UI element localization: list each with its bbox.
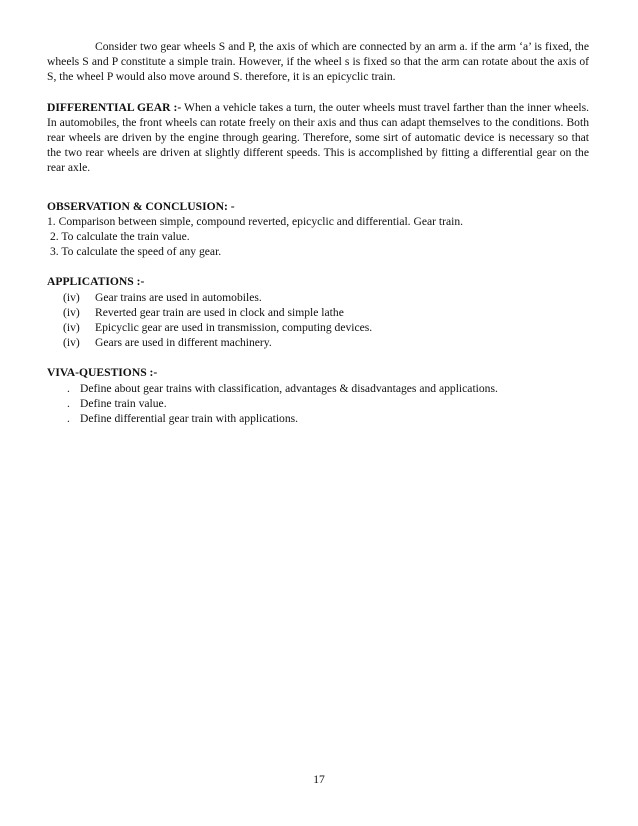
list-item-text: Define about gear trains with classification, advantages & disadvantages and applications. (80, 381, 498, 395)
list-item (47, 396, 589, 411)
list-item (47, 381, 589, 396)
list-item-number: (iv) (63, 290, 80, 304)
list-bullet: . (67, 381, 70, 395)
list-item-text: Define train value. (80, 396, 167, 410)
list-item-text: Define differential gear train with applications. (80, 412, 299, 426)
list-item (47, 320, 589, 335)
list-item (47, 335, 589, 350)
spacer (47, 259, 589, 274)
observation-heading: OBSERVATION & CONCLUSION: - (47, 199, 235, 213)
list-item-number: (iv) (63, 336, 80, 350)
list-item-number: (iv) (63, 305, 80, 319)
list-bullet: . (67, 412, 70, 426)
observation-item: 1. Comparison between simple, compound reverted, epicyclic and differential. Gear train. (47, 214, 464, 228)
viva-questions-heading: VIVA-QUESTIONS :- (47, 366, 158, 380)
differential-gear-paragraph (47, 100, 589, 176)
intro-paragraph: Consider two gear wheels S and P, the axis of which are connected by an arm a. if the arm ‘a’ is fixed, the wheels S and P constitute a simple train. However, if the wheel s is fixed so that the arm can rotate about the axis of S, the wheel P would also move around S. therefore, it is an epicyclic train. (47, 40, 589, 84)
list-bullet: . (67, 396, 70, 410)
differential-gear-heading: DIFFERENTIAL GEAR :- (47, 100, 182, 114)
document-page (47, 39, 589, 426)
spacer (47, 85, 589, 100)
spacer (47, 350, 589, 365)
list-item-text: Gear trains are used in automobiles. (95, 290, 262, 304)
list-item-text: Gears are used in different machinery. (95, 336, 272, 350)
differential-gear-text: When a vehicle takes a turn, the outer wheels must travel farther than the inner wheels. In automobiles, the front wheels can rotate freely on their axis and thus can adapt themselves to the conditions. Both rear wheels are driven by the engine through gearing. Therefore, some sirt of automatic device is necessary so that the two rear wheels are driven at slightly different speeds. This is accomplished by fitting a differential gear on the rear axle. (47, 100, 589, 175)
observation-item: 3. To calculate the speed of any gear. (50, 245, 222, 259)
spacer (47, 176, 589, 199)
list-item-number: (iv) (63, 321, 80, 335)
viva-questions-list (47, 381, 589, 427)
list-item-text: Epicyclic gear are used in transmission, computing devices. (95, 321, 373, 335)
page-number: 17 (313, 773, 325, 786)
list-item (47, 411, 589, 426)
observation-item: 2. To calculate the train value. (50, 230, 190, 244)
list-item-text: Reverted gear train are used in clock and simple lathe (95, 305, 344, 319)
applications-heading: APPLICATIONS :- (47, 275, 145, 289)
applications-list (47, 290, 589, 351)
list-item (47, 290, 589, 305)
list-item (47, 305, 589, 320)
